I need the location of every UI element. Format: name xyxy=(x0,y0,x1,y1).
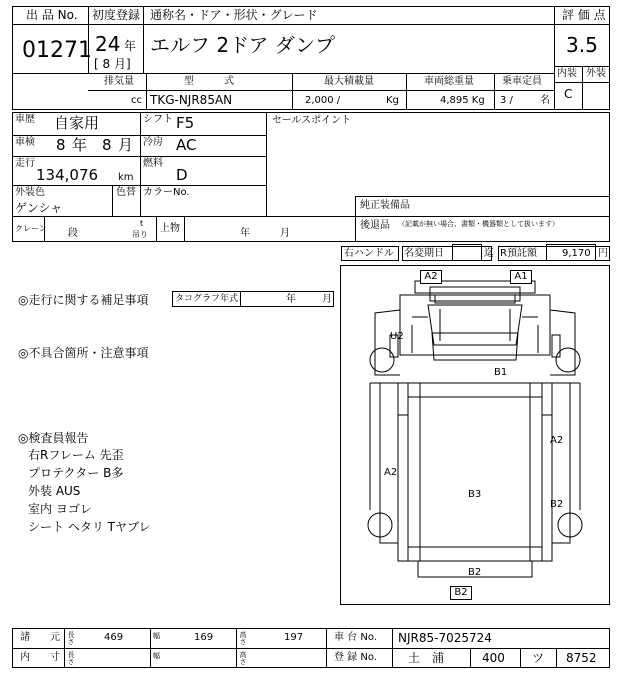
damage-mark: A2 xyxy=(550,435,564,446)
score-label: 評 価 点 xyxy=(562,8,606,22)
ac: AC xyxy=(176,136,197,154)
width-label: 幅 xyxy=(153,632,160,640)
recycle-unit: 円 xyxy=(598,248,608,259)
gross-weight: 4,895 Kg xyxy=(440,95,485,106)
capacity-unit: 名 xyxy=(540,95,550,106)
score: 3.5 xyxy=(566,33,598,57)
recycle-label: R預託額 xyxy=(500,248,537,259)
inspection-month: 8 xyxy=(102,136,112,154)
name-change-date-box xyxy=(452,244,482,261)
width: 169 xyxy=(194,632,214,643)
sales-point-label: セールスポイント xyxy=(272,115,352,126)
inspection-month-unit: 月 xyxy=(118,136,134,154)
mounted-label: 上物 xyxy=(160,223,180,234)
tacho-label: タコグラフ年式 xyxy=(175,294,239,304)
lot-no: 01271 xyxy=(22,38,92,63)
fuel: D xyxy=(176,166,188,184)
chassis-label: 車 台 No. xyxy=(334,632,377,643)
damage-mark: B3 xyxy=(468,489,482,500)
fuel-label: 燃料 xyxy=(143,158,163,169)
damage-mark: A2 xyxy=(420,270,442,284)
genuine-equip-label: 純正装備品 xyxy=(360,200,410,211)
chassis-no: NJR85-7025724 xyxy=(398,631,492,645)
mounted-month: 月 xyxy=(280,228,290,239)
reg-number: 8752 xyxy=(566,651,597,665)
capacity: 3 / xyxy=(500,95,513,106)
tacho-month: 月 xyxy=(322,294,332,305)
damage-mark: A2 xyxy=(384,467,398,478)
history-label: 車歴 xyxy=(15,114,35,125)
aftermarket-label: 後退品 xyxy=(360,220,390,231)
capacity-label: 乗車定員 xyxy=(502,76,542,87)
inner-row-label: 内 寸 xyxy=(20,652,60,663)
inspector-label: ◎検査員報告 xyxy=(18,431,89,445)
reg-area: 土 浦 xyxy=(408,651,445,665)
damage-mark: A1 xyxy=(510,270,532,284)
recycle-amount: 9,170 xyxy=(562,248,591,259)
max-load-unit: Kg xyxy=(386,95,399,106)
inner-height-label: 高さ xyxy=(239,651,247,665)
first-reg-label: 初度登録 xyxy=(92,8,141,22)
name-change-mark: 迄 xyxy=(484,248,494,259)
damage-mark: B2 xyxy=(550,499,564,510)
color-no-label: 色替 xyxy=(116,187,136,198)
length: 469 xyxy=(104,632,124,643)
defects-label: ◎不具合箇所・注意事項 xyxy=(18,346,149,360)
crane-stage: 段 xyxy=(68,228,78,239)
aftermarket-note: （記載が無い場合、書類・機器類として扱います） xyxy=(398,220,559,228)
shift-label: シフト xyxy=(143,114,173,125)
height-label: 高さ xyxy=(239,631,247,645)
exterior-color: ゲンシャ xyxy=(15,201,63,215)
damage-mark: B1 xyxy=(494,367,508,378)
exterior-label: 外装 xyxy=(586,68,606,79)
mileage-label: 走行 xyxy=(15,158,35,169)
mileage-unit: km xyxy=(118,172,134,183)
name-change-label: 名変期日 xyxy=(404,248,444,259)
inspector-line: シート ヘタリ Tヤブレ xyxy=(28,520,151,534)
displacement-label: 排気量 xyxy=(104,76,134,87)
shift: F5 xyxy=(176,114,195,132)
inner-width-label: 幅 xyxy=(153,652,160,660)
mounted-year: 年 xyxy=(240,228,250,239)
max-load: 2,000 / xyxy=(305,95,341,106)
inspection-label: 車検 xyxy=(15,137,35,148)
inspector-line: 外装 AUS xyxy=(28,484,81,498)
crane-lift: 吊り xyxy=(132,230,148,239)
damage-mark: B2 xyxy=(450,586,472,600)
steering: 右ハンドル xyxy=(344,248,394,259)
color-code-label: カラーNo. xyxy=(143,187,190,198)
reg-label: 登 録 No. xyxy=(334,652,377,663)
first-reg-year: 24 xyxy=(95,32,121,56)
crane-label: クレーン xyxy=(15,224,47,233)
lot-no-label: 出 品 No. xyxy=(26,8,78,22)
damage-mark: U2 xyxy=(390,331,404,342)
interior-label: 内装 xyxy=(557,68,577,79)
height: 197 xyxy=(284,632,304,643)
reg-class: 400 xyxy=(482,651,505,665)
inspector-line: プロテクター B多 xyxy=(28,466,124,480)
exterior-color-label: 外装色 xyxy=(15,187,45,198)
model-desc-label: 通称名・ドア・形状・グレード xyxy=(150,8,318,22)
gross-weight-label: 車両総重量 xyxy=(424,76,474,87)
truck-outline-diagram xyxy=(340,265,610,605)
model-code: TKG-NJR85AN xyxy=(150,93,233,107)
model-code-label: 型 式 xyxy=(184,76,234,87)
year-unit: 年 xyxy=(124,39,137,53)
reg-kana: ツ xyxy=(532,651,545,665)
tacho-year: 年 xyxy=(286,294,296,305)
displacement-unit: cc xyxy=(131,95,142,106)
specs-row-label: 諸 元 xyxy=(20,632,60,643)
first-reg-month: [ 8 月] xyxy=(94,57,131,71)
interior-grade: C xyxy=(564,87,573,101)
inspector-line: 右Rフレーム 先歪 xyxy=(28,448,124,462)
ac-label: 冷房 xyxy=(143,137,163,148)
history: 自家用 xyxy=(54,114,100,132)
inner-length-label: 長さ xyxy=(67,651,75,665)
max-load-label: 最大積載量 xyxy=(324,76,374,87)
length-label: 長さ xyxy=(67,631,75,645)
inspection-year-unit: 年 xyxy=(72,136,88,154)
inspector-line: 室内 ヨゴレ xyxy=(28,502,92,516)
model-name: エルフ 2ドア ダンプ xyxy=(150,33,336,57)
damage-mark: B2 xyxy=(468,567,482,578)
crane-lift-top: t xyxy=(140,219,144,228)
inspection-year: 8 xyxy=(56,136,66,154)
driving-notes-label: ◎走行に関する補足事項 xyxy=(18,293,149,307)
mileage: 134,076 xyxy=(36,166,99,184)
